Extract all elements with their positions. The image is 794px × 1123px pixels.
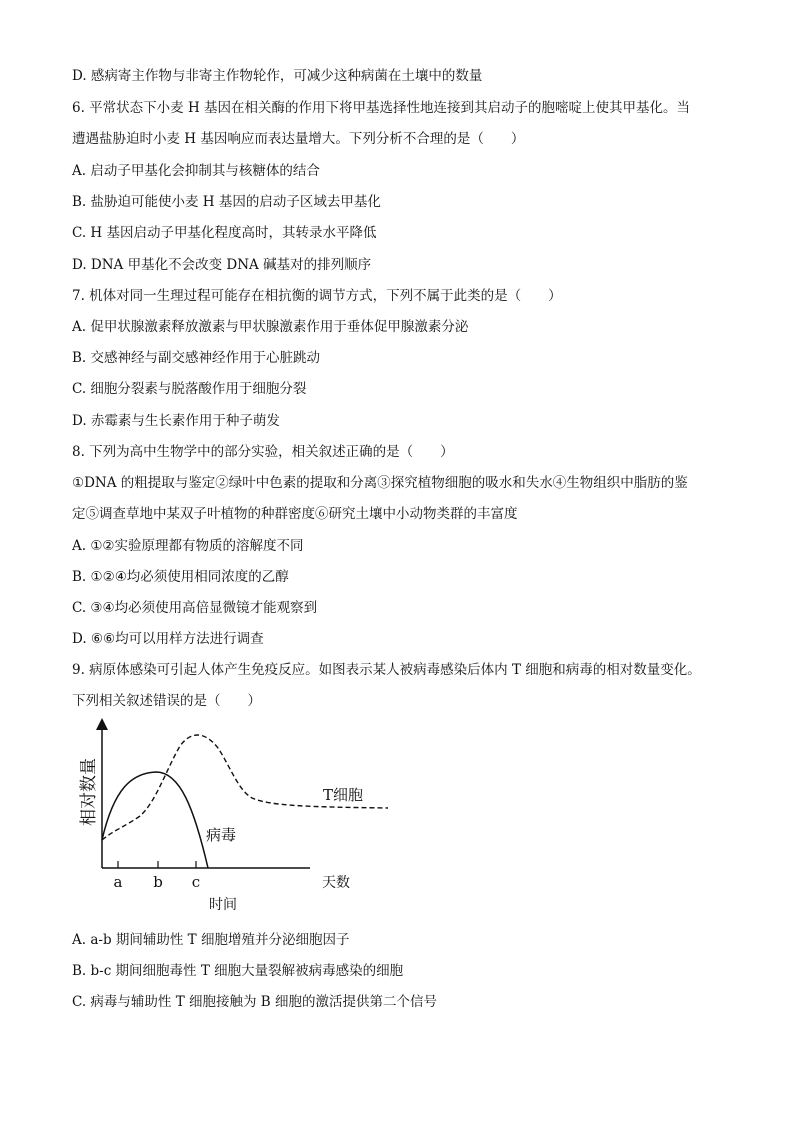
q9-stem-line1: 9. 病原体感染可引起人体产生免疫反应。如图表示某人被病毒感染后体内 T 细胞和病毒的相对数量变化。 — [72, 662, 701, 678]
q8-option-a: A. ①②实验原理都有物质的溶解度不同 — [72, 538, 304, 554]
q9-figure — [70, 718, 400, 922]
q9-stem-line2: 下列相关叙述错误的是（ ） — [72, 693, 261, 709]
tick-label-b: b — [153, 873, 163, 891]
q5-option-d: D. 感病寄主作物与非寄主作物轮作，可减少这种病菌在土壤中的数量 — [72, 68, 483, 84]
q6-option-c: C. H 基因启动子甲基化程度高时，其转录水平降低 — [72, 225, 377, 241]
q8-option-b: B. ①②④均必须使用相同浓度的乙醇 — [72, 569, 289, 585]
t-cell-label: T细胞 — [323, 786, 364, 804]
q6-stem-line2: 遭遇盐胁迫时小麦 H 基因响应而表达量增大。下列分析不合理的是（ ） — [72, 131, 525, 147]
q7-option-c: C. 细胞分裂素与脱落酸作用于细胞分裂 — [72, 381, 307, 397]
x-end-label: 天数 — [322, 875, 350, 891]
virus-label: 病毒 — [206, 826, 237, 844]
q8-option-c: C. ③④均必须使用高倍显微镜才能观察到 — [72, 600, 318, 616]
virus-curve — [102, 772, 208, 868]
q7-option-a: A. 促甲状腺激素释放激素与甲状腺激素作用于垂体促甲腺激素分泌 — [72, 319, 469, 335]
q8-option-d: D. ⑥⑥均可以用样方法进行调查 — [72, 631, 264, 647]
q9-option-c: C. 病毒与辅助性 T 细胞接触为 B 细胞的激活提供第二个信号 — [72, 994, 438, 1010]
tick-label-a: a — [113, 873, 123, 891]
x-axis-label: 时间 — [209, 897, 237, 913]
tick-label-c: c — [191, 873, 201, 891]
q7-option-b: B. 交感神经与副交感神经作用于心脏跳动 — [72, 350, 321, 366]
q6-stem-line1: 6. 平常状态下小麦 H 基因在相关酶的作用下将甲基选择性地连接到其启动子的胞嘧啶上使其甲基化。当 — [72, 100, 691, 116]
q7-stem: 7. 机体对同一生理过程可能存在相抗衡的调节方式，下列不属于此类的是（ ） — [72, 288, 562, 304]
q7-option-d: D. 赤霉素与生长素作用于种子萌发 — [72, 413, 280, 429]
q9-option-a: A. a-b 期间辅助性 T 细胞增殖并分泌细胞因子 — [72, 932, 350, 948]
q8-stem: 8. 下列为高中生物学中的部分实验，相关叙述正确的是（ ） — [72, 444, 454, 460]
y-axis-label: 相对数量 — [79, 758, 99, 826]
q6-option-a: A. 启动子甲基化会抑制其与核糖体的结合 — [72, 163, 320, 179]
q6-option-d: D. DNA 甲基化不会改变 DNA 碱基对的排列顺序 — [72, 257, 372, 273]
q8-list-line1: ①DNA 的粗提取与鉴定②绿叶中色素的提取和分离③探究植物细胞的吸水和失水④生物组织中脂肪的鉴 — [72, 475, 688, 491]
q6-option-b: B. 盐胁迫可能使小麦 H 基因的启动子区域去甲基化 — [72, 194, 381, 210]
q9-graph — [70, 718, 400, 918]
q8-list-line2: 定⑤调查草地中某双子叶植物的种群密度⑥研究土壤中小动物类群的丰富度 — [72, 506, 518, 522]
q9-option-b: B. b-c 期间细胞毒性 T 细胞大量裂解被病毒感染的细胞 — [72, 963, 404, 979]
